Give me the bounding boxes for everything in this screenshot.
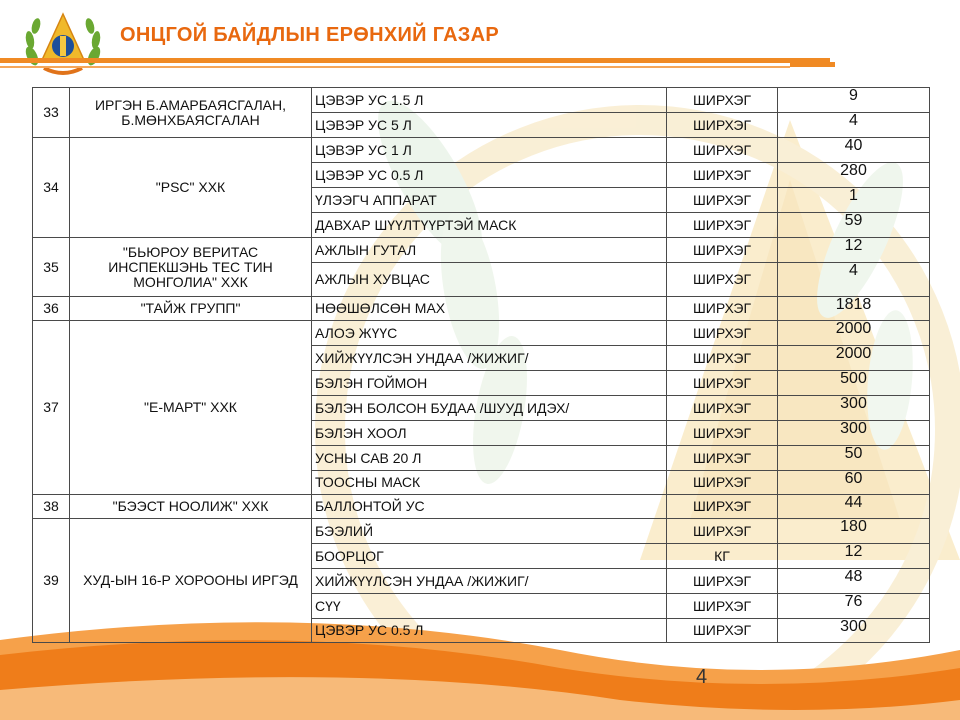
item-unit: ШИРХЭГ — [667, 619, 778, 643]
item-unit: ШИРХЭГ — [667, 238, 778, 263]
donor-name: "ТАЙЖ ГРУПП" — [70, 297, 312, 321]
header-divider-accent — [790, 62, 835, 67]
item-name: ЦЭВЭР УС 5 Л — [312, 113, 667, 138]
header-divider — [0, 58, 830, 63]
donor-name: ИРГЭН Б.АМАРБАЯСГАЛАН, Б.МӨНХБАЯСГАЛАН — [70, 88, 312, 138]
item-quantity: 9 — [778, 88, 930, 113]
item-name: ЦЭВЭР УС 1.5 Л — [312, 88, 667, 113]
item-quantity: 76 — [778, 594, 930, 619]
table-row — [33, 88, 930, 113]
item-name: БООРЦОГ — [312, 544, 667, 569]
item-name: БЭЛЭН БОЛСОН БУДАА /ШУУД ИДЭХ/ — [312, 396, 667, 421]
row-number: 35 — [33, 238, 70, 297]
item-name: СҮҮ — [312, 594, 667, 619]
table-row — [33, 519, 930, 544]
item-quantity: 300 — [778, 619, 930, 643]
item-name: ХИЙЖҮҮЛСЭН УНДАА /ЖИЖИГ/ — [312, 346, 667, 371]
item-quantity: 60 — [778, 471, 930, 495]
item-name: ТООСНЫ МАСК — [312, 471, 667, 495]
row-number: 37 — [33, 321, 70, 495]
donation-table-container — [32, 87, 930, 643]
item-quantity: 180 — [778, 519, 930, 544]
item-name: ЦЭВЭР УС 0.5 Л — [312, 163, 667, 188]
item-unit: ШИРХЭГ — [667, 113, 778, 138]
donor-name: "Е-МАРТ" ХХК — [70, 321, 312, 495]
row-number: 39 — [33, 519, 70, 643]
item-unit: ШИРХЭГ — [667, 88, 778, 113]
item-quantity: 2000 — [778, 321, 930, 346]
row-number: 38 — [33, 495, 70, 519]
item-quantity: 2000 — [778, 346, 930, 371]
table-row — [33, 297, 930, 321]
item-quantity: 280 — [778, 163, 930, 188]
item-name: АЛОЭ ЖҮҮС — [312, 321, 667, 346]
item-unit: ШИРХЭГ — [667, 421, 778, 446]
item-unit: ШИРХЭГ — [667, 263, 778, 297]
item-quantity: 300 — [778, 421, 930, 446]
item-name: БЭЛЭН ХООЛ — [312, 421, 667, 446]
item-unit: ШИРХЭГ — [667, 163, 778, 188]
donor-name: "PSC" ХХК — [70, 138, 312, 238]
item-name: ҮЛЭЭГЧ АППАРАТ — [312, 188, 667, 213]
header-divider-thin — [0, 66, 790, 68]
item-name: ХИЙЖҮҮЛСЭН УНДАА /ЖИЖИГ/ — [312, 569, 667, 594]
item-unit: ШИРХЭГ — [667, 446, 778, 471]
item-unit: ШИРХЭГ — [667, 188, 778, 213]
item-quantity: 4 — [778, 263, 930, 297]
page-number: 4 — [696, 666, 708, 688]
table-row — [33, 321, 930, 346]
item-unit: ШИРХЭГ — [667, 346, 778, 371]
item-quantity: 500 — [778, 371, 930, 396]
item-name: АЖЛЫН ГУТАЛ — [312, 238, 667, 263]
item-unit: ШИРХЭГ — [667, 396, 778, 421]
item-quantity: 12 — [778, 238, 930, 263]
item-name: НӨӨШӨЛСӨН МАХ — [312, 297, 667, 321]
item-quantity: 48 — [778, 569, 930, 594]
item-unit: ШИРХЭГ — [667, 138, 778, 163]
item-quantity: 4 — [778, 113, 930, 138]
item-quantity: 300 — [778, 396, 930, 421]
row-number: 34 — [33, 138, 70, 238]
donor-name: "БЭЭСТ НООЛИЖ" ХХК — [70, 495, 312, 519]
donor-name: "БЬЮРОУ ВЕРИТАС ИНСПЕКШЭНЬ ТЕС ТИН МОНГОЛИА" ХХК — [70, 238, 312, 297]
item-name: БЭЭЛИЙ — [312, 519, 667, 544]
item-quantity: 50 — [778, 446, 930, 471]
item-quantity: 1 — [778, 188, 930, 213]
item-unit: ШИРХЭГ — [667, 213, 778, 238]
organization-title: ОНЦГОЙ БАЙДЛЫН ЕРӨНХИЙ ГАЗАР — [120, 24, 500, 46]
item-name: БЭЛЭН ГОЙМОН — [312, 371, 667, 396]
item-unit: КГ — [667, 544, 778, 569]
row-number: 36 — [33, 297, 70, 321]
item-unit: ШИРХЭГ — [667, 495, 778, 519]
item-name: ЦЭВЭР УС 1 Л — [312, 138, 667, 163]
item-name: ДАВХАР ШҮҮЛТҮҮРТЭЙ МАСК — [312, 213, 667, 238]
item-unit: ШИРХЭГ — [667, 519, 778, 544]
item-name: БАЛЛОНТОЙ УС — [312, 495, 667, 519]
item-name: ЦЭВЭР УС 0.5 Л — [312, 619, 667, 643]
table-row — [33, 495, 930, 519]
item-quantity: 12 — [778, 544, 930, 569]
item-unit: ШИРХЭГ — [667, 594, 778, 619]
item-unit: ШИРХЭГ — [667, 297, 778, 321]
item-quantity: 1818 — [778, 297, 930, 321]
table-row — [33, 138, 930, 163]
row-number: 33 — [33, 88, 70, 138]
item-unit: ШИРХЭГ — [667, 471, 778, 495]
item-name: УСНЫ САВ 20 Л — [312, 446, 667, 471]
item-unit: ШИРХЭГ — [667, 321, 778, 346]
donor-name: ХУД-ЫН 16-Р ХОРООНЫ ИРГЭД — [70, 519, 312, 643]
item-quantity: 44 — [778, 495, 930, 519]
item-quantity: 59 — [778, 213, 930, 238]
header — [0, 0, 960, 80]
donation-table — [32, 87, 930, 643]
table-row — [33, 238, 930, 263]
emblem-logo-icon — [22, 12, 104, 80]
item-unit: ШИРХЭГ — [667, 371, 778, 396]
item-name: АЖЛЫН ХУВЦАС — [312, 263, 667, 297]
item-unit: ШИРХЭГ — [667, 569, 778, 594]
item-quantity: 40 — [778, 138, 930, 163]
